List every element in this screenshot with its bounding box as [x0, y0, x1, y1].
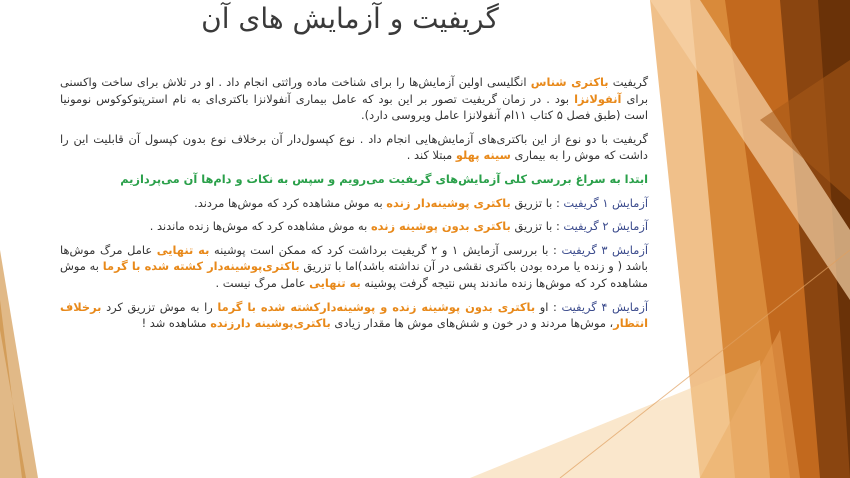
text-run: : با تزریق [510, 219, 564, 234]
highlight-term: به تنهایی [156, 242, 210, 257]
highlight-influenza: آنفولانزا [574, 91, 622, 106]
experiment-label: آزمایش ۲ گریفیت [563, 219, 648, 234]
highlight-term: به تنهایی [309, 275, 361, 290]
experiment-label: آزمایش ۱ گریفیت [563, 195, 648, 210]
highlight-term: باکتری‌پوشینه دارزنده [210, 316, 331, 331]
text-run: عامل مرگ موش‌ها باشد ( و زنده یا مرده بودن باکتری نقشی در آن نداشته باشد)اما با تزریق [60, 242, 648, 274]
text-run: بود . در زمان گریفیت تصور بر این بود که عامل بیماری آنفولانزا باکتری‌ای به نام استرپتوکوکوس نومونیا است (طبق فصل ۵ کتاب ۱۱ام آنفولانزا عامل ویروسی دارد). [60, 91, 648, 123]
experiment-1 [60, 195, 648, 212]
intro-paragraph [60, 74, 648, 124]
text-run: گریفیت [608, 75, 648, 89]
experiment-3 [60, 242, 648, 292]
text-run: به موش مشاهده کرد که موش‌ها زنده ماندند . [149, 219, 371, 234]
text-run: به موش مشاهده کرد که موش‌ها مردند. [194, 195, 387, 210]
text-run: به موش مشاهده کرد که موش‌ها زنده ماندند پس نتیجه گرفت پوشینه [60, 259, 648, 290]
text-run: : با بررسی آزمایش ۱ و ۲ گریفیت برداشت کرد که ممکن است پوشینه [209, 242, 562, 257]
text-run: مبتلا کند . [406, 148, 456, 163]
highlight-bacteriologist: باکتری شناس [530, 75, 609, 89]
highlight-term: باکتری پوشینه‌دار زنده [386, 195, 511, 210]
text-run: : او [535, 299, 562, 314]
text-run: گریفیت با دو نوع از این باکتری‌های آزمایش‌هایی انجام داد . نوع کپسول‌دار آن برخلاف نوع بدون کپسول آن قابلیت این را داشت که موش را به بیماری [60, 131, 648, 163]
section-heading: ابتدا به سراغ بررسی کلی آزمایش‌های گریفیت می‌رویم و سپس به نکات و دام‌ها آن می‌پردازیم [120, 171, 648, 186]
experiment-2 [60, 218, 648, 235]
experiment-4 [60, 299, 648, 332]
text-run: عامل مرگ نیست . [215, 275, 310, 290]
text-run: مشاهده شد ! [141, 316, 211, 331]
highlight-term: باکتری‌پوشینه‌دار کشته شده با گرما [102, 259, 300, 274]
experiment-label: آزمایش ۴ گریفیت [561, 299, 648, 314]
slide-body [60, 74, 648, 339]
highlight-pneumonia: سینه پهلو [455, 148, 511, 163]
highlight-term: برخلاف انتظار [60, 299, 648, 331]
text-run: : با تزریق [510, 195, 564, 210]
bacteria-types-paragraph [60, 131, 648, 164]
slide-title: گریفیت و آزمایش های آن [201, 2, 499, 35]
bottom-decor-sweep [470, 360, 770, 478]
experiment-label: آزمایش ۳ گریفیت [561, 242, 648, 257]
text-run: انگلیسی اولین آزمایش‌ها را برای شناخت ماده وراثتی انجام داد . او در تلاش برای ساخت واکسنی برای [60, 75, 649, 106]
highlight-term: باکتری بدون پوشینه زنده و پوشینه‌دارکشته شده با گرما [217, 299, 536, 314]
highlight-term: باکتری بدون پوشینه زنده [370, 219, 511, 234]
text-run: ، موش‌ها مردند و در خون و شش‌های موش ها مقدار زیادی [330, 316, 614, 331]
text-run: را به موش تزریق کرد [101, 299, 218, 314]
